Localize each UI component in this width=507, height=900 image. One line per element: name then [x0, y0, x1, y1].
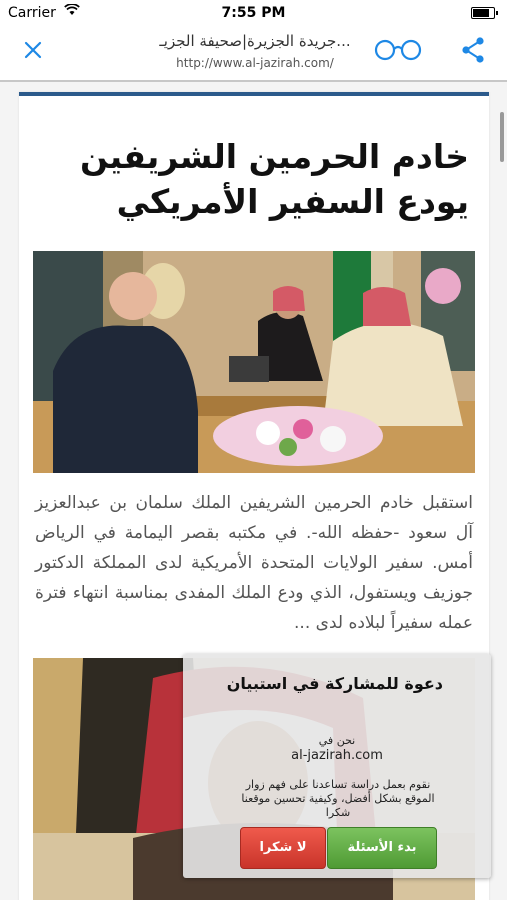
- page-title: جريدة الجزيرة|صحيفة الجزيـ...: [159, 32, 351, 50]
- status-bar: [0, 0, 507, 28]
- start-survey-button[interactable]: بدء الأسئلة: [327, 827, 437, 869]
- reader-mode-icon[interactable]: [372, 39, 424, 61]
- popup-domain: al-jazirah.com: [291, 748, 383, 763]
- article-photo[interactable]: [33, 251, 475, 473]
- headline-line-1: خادم الحرمين الشريفين: [79, 137, 469, 176]
- survey-popup: [183, 654, 491, 878]
- battery-icon: [471, 7, 495, 19]
- decline-survey-button[interactable]: لا شكرا: [240, 827, 326, 869]
- carrier-label: Carrier: [8, 5, 56, 21]
- article-headline[interactable]: [49, 134, 469, 224]
- share-icon[interactable]: [460, 36, 486, 64]
- scrollbar[interactable]: [500, 112, 504, 162]
- browser-toolbar: [0, 28, 507, 82]
- article-caption[interactable]: استقبل خادم الحرمين الشريفين الملك سلمان بن عبدالعزيز آل سعود -حفظه الله-. في مكتبه بقصر اليمامة في الرياض أمس. سفير الولايات المتحدة الأمريكية لدى المملكة الدكتور جوزيف ويستفول، الذي ودع الملك المفدى بمناسبة انتهاء فترة عمله سفيراً لبلاده لدى ...: [35, 493, 473, 633]
- popup-intro: نحن في: [318, 734, 356, 747]
- close-icon[interactable]: [20, 37, 46, 63]
- clock: 7:55 PM: [221, 5, 286, 21]
- headline-line-2: يودع السفير الأمريكي: [116, 182, 469, 221]
- popup-title: دعوة للمشاركة في استبيان: [226, 674, 443, 693]
- page-url: http://www.al-jazirah.com/: [176, 56, 334, 70]
- popup-body: نقوم بعمل دراسة تساعدنا على فهم زوار الموقع بشكل أفضل، وكيفية تحسين موقعنا شكرا: [241, 778, 435, 819]
